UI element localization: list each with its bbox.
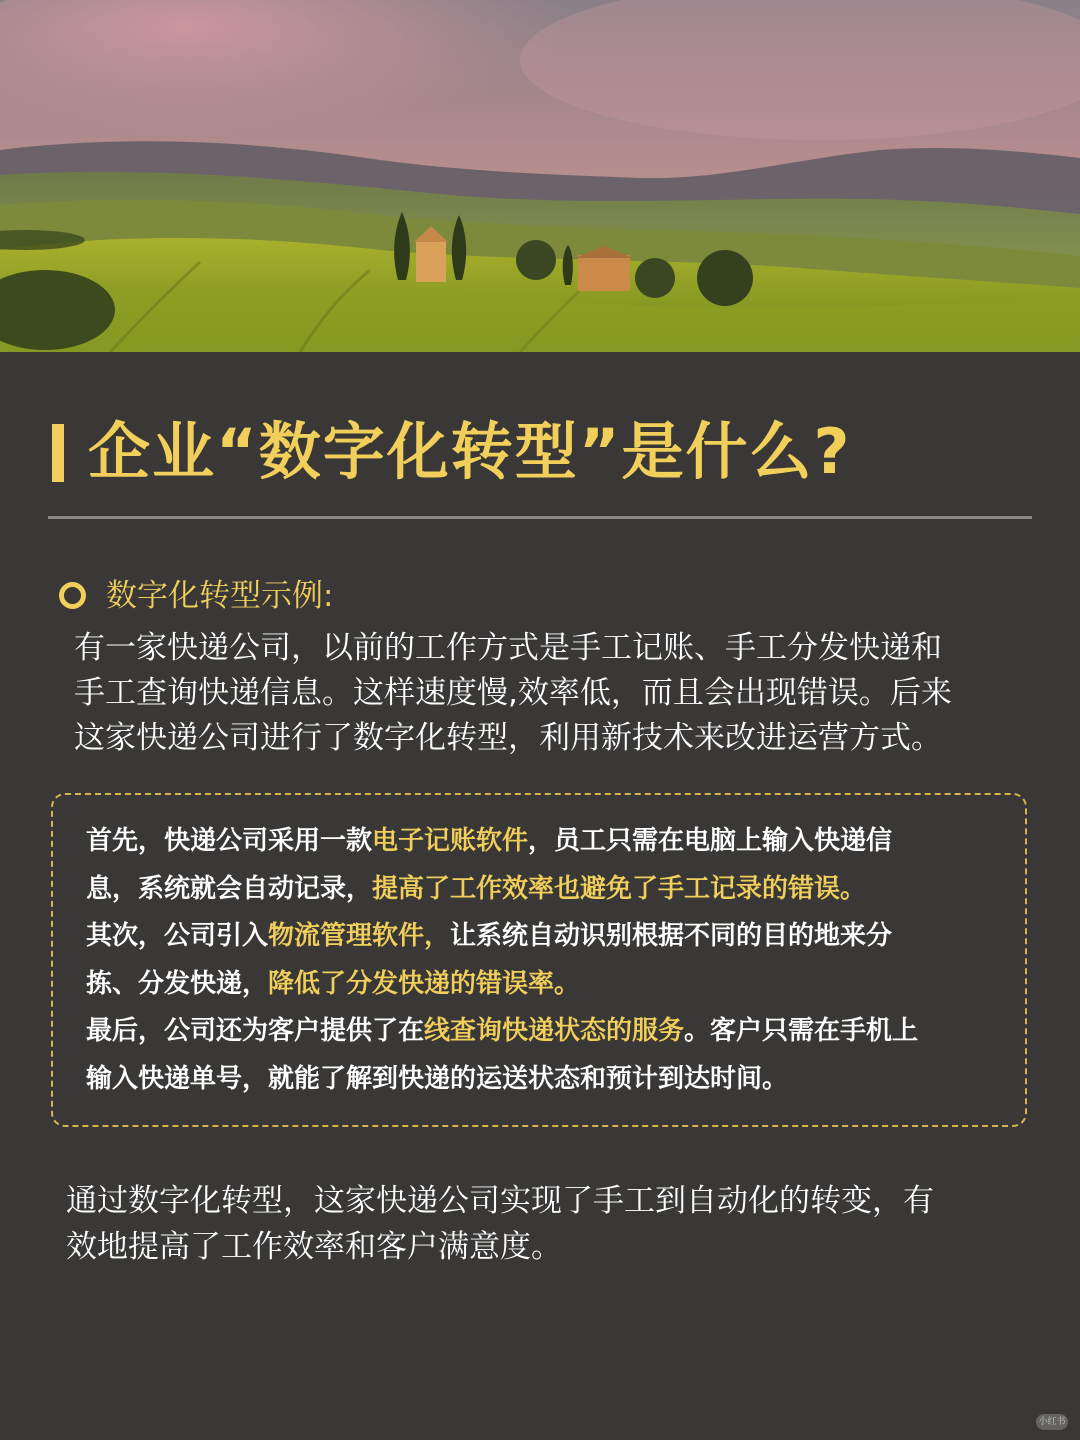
highlight-text: 降低了分发快递的错误率。 xyxy=(268,968,581,999)
box-line: 息，系统就会自动记录，提高了工作效率也避免了手工记录的错误。 xyxy=(86,873,867,904)
highlight-text: 提高了工作效率也避免了手工记录的错误。 xyxy=(372,873,867,904)
conclusion-line: 通过数字化转型，这家快递公司实现了手工到自动化的转变，有 xyxy=(66,1183,934,1219)
title-accent-bar xyxy=(52,424,64,482)
box-line: 拣、分发快递，降低了分发快递的错误率。 xyxy=(86,968,581,999)
section-heading: 数字化转型示例: xyxy=(106,578,334,614)
intro-line: 这家快递公司进行了数字化转型，利用新技术来改进运营方式。 xyxy=(74,720,942,756)
intro-line: 手工查询快递信息。这样速度慢,效率低，而且会出现错误。后来 xyxy=(74,675,952,711)
hero-landscape-image xyxy=(0,0,1080,352)
box-line: 输入快递单号，就能了解到快递的运送状态和预计到达时间。 xyxy=(86,1063,789,1094)
box-line: 最后，公司还为客户提供了在线查询快递状态的服务。客户只需在手机上 xyxy=(86,1016,919,1046)
box-line: 首先，快递公司采用一款电子记账软件，员工只需在电脑上输入快递信 xyxy=(86,826,893,856)
example-box-text xyxy=(86,818,1006,1103)
intro-paragraph xyxy=(74,626,1034,761)
watermark-badge: 小红书 xyxy=(1036,1414,1068,1430)
title-divider xyxy=(48,516,1032,519)
box-line: 其次，公司引入物流管理软件，让系统自动识别根据不同的目的地来分 xyxy=(86,921,893,951)
highlight-text: 线查询快递状态的服务 xyxy=(424,1016,685,1046)
highlight-text: 电子记账软件 xyxy=(372,826,529,856)
highlight-text: 物流管理软件， xyxy=(268,921,451,951)
intro-line: 有一家快递公司，以前的工作方式是手工记账、手工分发快递和 xyxy=(74,630,942,666)
circle-bullet-icon xyxy=(59,582,86,609)
page-title: 企业“数字化转型”是什么? xyxy=(88,415,852,488)
conclusion-line: 效地提高了工作效率和客户满意度。 xyxy=(66,1229,562,1265)
conclusion-paragraph xyxy=(66,1178,1026,1270)
